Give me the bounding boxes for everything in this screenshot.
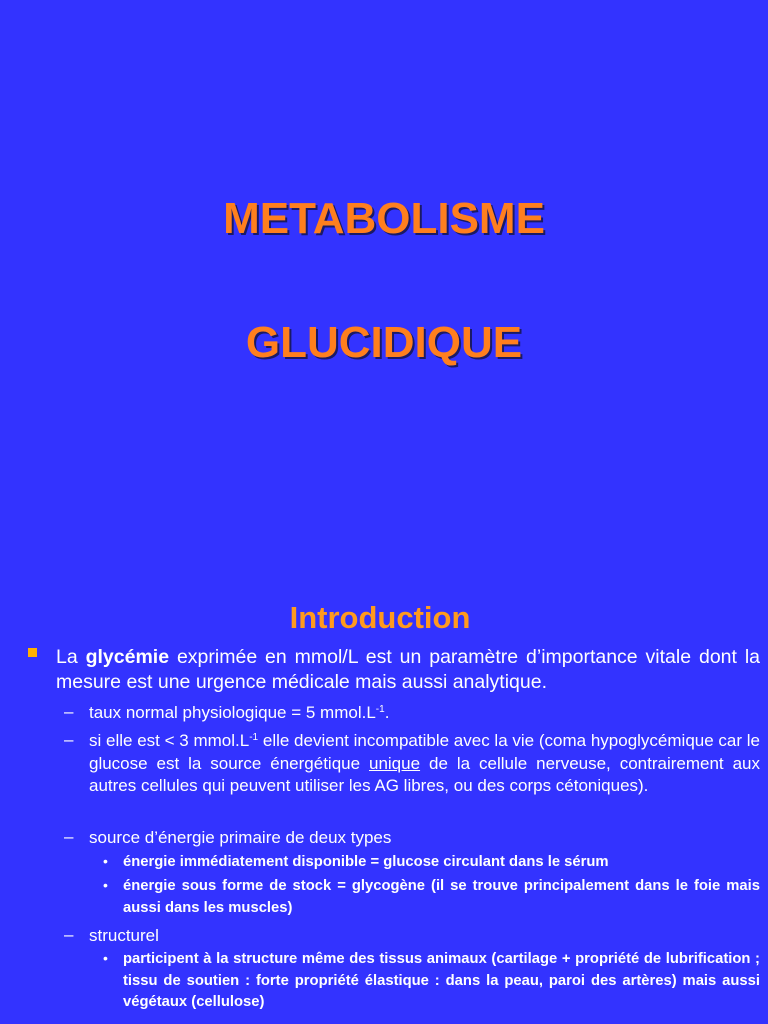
- sub-bullet-energy-source: source d’énergie primaire de deux types: [89, 828, 392, 847]
- sub-bullet-normal-rate: taux normal physiologique = 5 $mmol.L^{-1}$.: [89, 703, 390, 722]
- dash-bullet-icon: –: [64, 827, 74, 846]
- slide-title-line-2: GLUCIDIQUE: [245, 318, 523, 367]
- square-bullet-icon: [28, 648, 37, 657]
- sub-bullet-hypoglycemia: si elle est < 3 $mmol.L^{-1}$ elle devient incompatible avec la vie (coma hypoglycémique car le glucose est la source énergétique unique de la cellule nerveuse, contrairement aux autres cellules qui peuvent utiliser les AG libres, ou des corps cétoniques).: [89, 731, 760, 795]
- sub-sub-bullet-immediate-energy: énergie immédiatement disponible = glucose circulant dans le sérum: [123, 854, 609, 870]
- sub-sub-bullet-stock-energy: énergie sous forme de stock = glycogène (il se trouve principalement dans le foie mais aussi dans les muscles): [123, 878, 760, 916]
- dash-bullet-icon: –: [64, 925, 74, 944]
- dot-bullet-icon: •: [103, 853, 108, 869]
- dash-bullet-icon: –: [64, 730, 74, 749]
- sub-sub-bullet-tissue-structure: participent à la structure même des tissus animaux (cartilage + propriété de lubrification ; tissu de soutien : forte propriété élastique : dans la peau, paroi des artères) mais aussi végétaux (cellulose): [123, 951, 760, 1010]
- main-bullet-text: La glycémie exprimée en mmol/L est un paramètre d’importance vitale dont la mesure est une urgence médicale mais aussi analytique.: [56, 646, 761, 693]
- slide-title-line-1: METABOLISME: [223, 194, 545, 243]
- dot-bullet-icon: •: [103, 950, 108, 966]
- glycemie-term: glycémie: [85, 646, 170, 668]
- dot-bullet-icon: •: [103, 877, 108, 893]
- sub-bullet-structural: structurel: [89, 926, 159, 945]
- dash-bullet-icon: –: [64, 702, 74, 721]
- section-heading: Introduction: [289, 600, 471, 635]
- unique-term: unique: [369, 753, 421, 773]
